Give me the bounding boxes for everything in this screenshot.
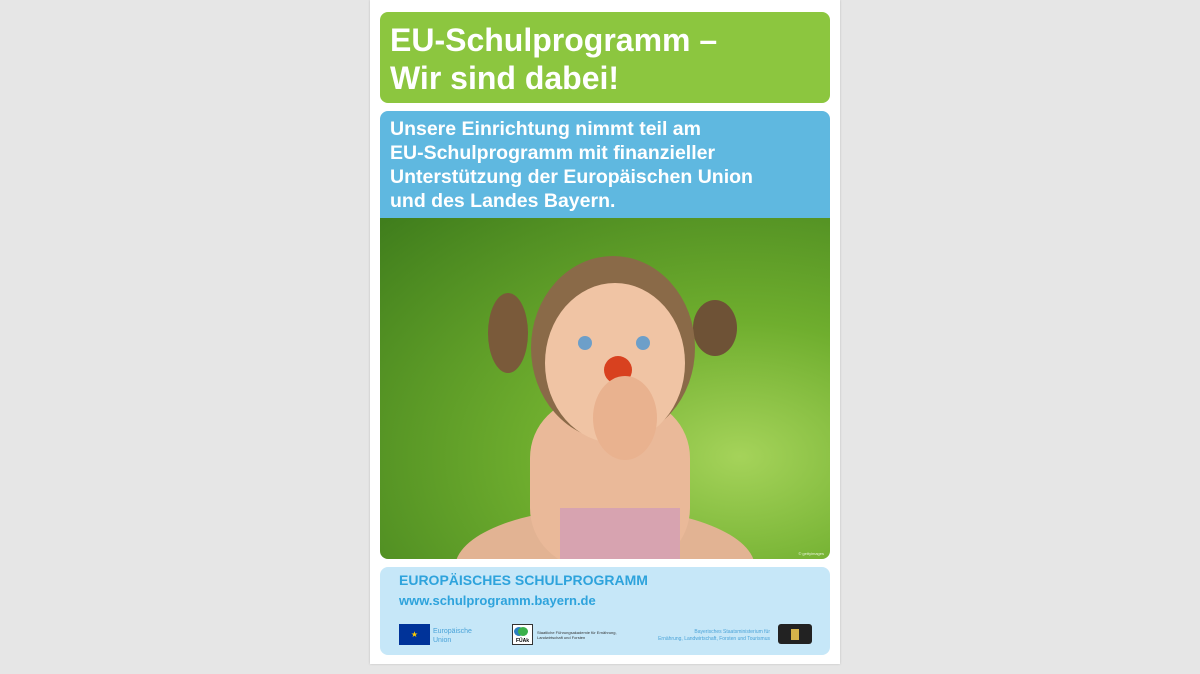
- ministry-line: Bayerisches Staatsministerium für: [694, 629, 770, 635]
- program-heading: EUROPÄISCHES SCHULPROGRAMM: [399, 572, 648, 588]
- photo-credit: © gettyimages: [798, 551, 824, 556]
- poster-title: [380, 12, 830, 103]
- subtitle-line: Unsere Einrichtung nimmt teil am: [390, 118, 701, 140]
- fueak-logo-text: Staatliche Führungsakademie für Ernährung, Landwirtschaft und Forsten: [537, 630, 617, 640]
- ministry-line: Ernährung, Landwirtschaft, Forsten und Tourismus: [658, 636, 770, 642]
- footer-panel: [380, 567, 830, 655]
- eu-logo-text: Europäische Union: [433, 628, 472, 644]
- subtitle-line: EU-Schulprogramm mit finanzieller: [390, 142, 716, 164]
- program-url-link[interactable]: www.schulprogramm.bayern.de: [399, 593, 596, 608]
- ministry-text: [590, 629, 770, 643]
- subtitle-line: Unterstützung der Europäischen Union: [390, 166, 753, 188]
- title-line: EU-Schulprogramm –: [390, 22, 718, 58]
- title-line: Wir sind dabei!: [390, 60, 620, 96]
- girl-with-tomato-image: [380, 218, 830, 559]
- eu-flag-icon: ★: [399, 624, 430, 645]
- poster-subtitle: [380, 111, 830, 218]
- subtitle-line: und des Landes Bayern.: [390, 190, 616, 212]
- poster: [370, 0, 840, 664]
- child-photo: [380, 218, 830, 559]
- fueak-logo-icon: FÜAk: [512, 624, 533, 645]
- bavarian-crest-icon: [778, 624, 812, 644]
